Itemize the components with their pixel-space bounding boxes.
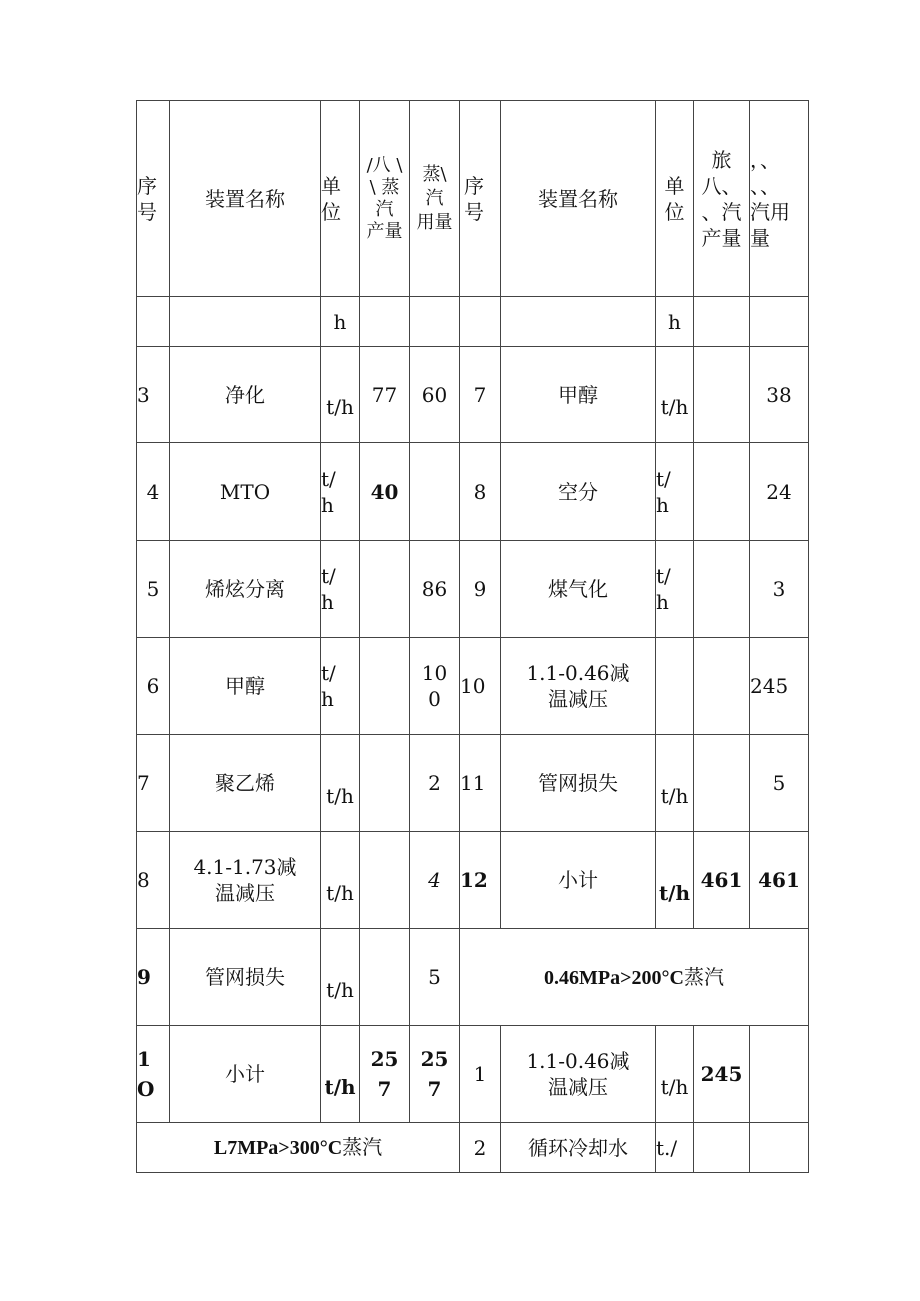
- unit-cell-2: t./: [656, 1123, 694, 1173]
- name-cell: 管网损失: [170, 929, 321, 1026]
- cell-empty: [137, 297, 170, 347]
- name-cell: MTO: [170, 443, 321, 541]
- table-row: [137, 735, 809, 832]
- name-cell: 烯炫分离: [170, 541, 321, 638]
- name-cell-2: 小计: [501, 832, 656, 929]
- header-steam-usage-2: ，、 、、 汽用 量: [750, 101, 809, 297]
- usage-cell: 25 7: [410, 1026, 460, 1123]
- seq-cell-2: 9: [460, 541, 501, 638]
- name-cell-2: 甲醇: [501, 347, 656, 443]
- production-cell: 40: [360, 443, 410, 541]
- production-cell: [360, 541, 410, 638]
- header-name-2: 装置名称: [501, 101, 656, 297]
- production-cell-2: [694, 638, 750, 735]
- seq-cell-2: 11: [460, 735, 501, 832]
- header-seq-2: 序 号: [460, 101, 501, 297]
- usage-cell-2: 24: [750, 443, 809, 541]
- table-row: [137, 929, 809, 1026]
- seq-cell-2: 1: [460, 1026, 501, 1123]
- seq-cell: 1 O: [137, 1026, 170, 1123]
- usage-cell: [410, 443, 460, 541]
- usage-cell: 86: [410, 541, 460, 638]
- unit-cell-2: t/h: [656, 347, 694, 443]
- table-row: [137, 638, 809, 735]
- unit-cell: t/h: [321, 347, 360, 443]
- unit-cell-2: t/h: [656, 832, 694, 929]
- section-header-17mpa: [137, 1123, 460, 1173]
- seq-cell: 4: [137, 443, 170, 541]
- header-name: 装置名称: [170, 101, 321, 297]
- section-header-046mpa: [460, 929, 809, 1026]
- table-row: [137, 443, 809, 541]
- production-cell-2: [694, 443, 750, 541]
- name-cell: 小计: [170, 1026, 321, 1123]
- seq-cell: 8: [137, 832, 170, 929]
- section-header-text: 蒸汽: [342, 1135, 383, 1159]
- section-header-text: 蒸汽: [683, 964, 724, 989]
- header-unit: 单 位: [321, 101, 360, 297]
- unit-cell: t/h: [321, 1026, 360, 1123]
- usage-cell-2: 5: [750, 735, 809, 832]
- seq-cell-2: 8: [460, 443, 501, 541]
- unit-cell-2: t/h: [656, 735, 694, 832]
- cell-empty: [170, 297, 321, 347]
- seq-cell-2: 12: [460, 832, 501, 929]
- production-cell: [360, 735, 410, 832]
- usage-cell-2: [750, 1026, 809, 1123]
- unit-cell: h: [321, 297, 360, 347]
- production-cell-2: [694, 541, 750, 638]
- name-cell-2: 空分: [501, 443, 656, 541]
- usage-cell: 5: [410, 929, 460, 1026]
- name-cell-2: 管网损失: [501, 735, 656, 832]
- unit-cell: t/ h: [321, 541, 360, 638]
- name-cell: 甲醇: [170, 638, 321, 735]
- cell-empty: [501, 297, 656, 347]
- seq-cell-2: 10: [460, 638, 501, 735]
- unit-row: [137, 297, 809, 347]
- production-cell-2: 245: [694, 1026, 750, 1123]
- seq-cell: 5: [137, 541, 170, 638]
- seq-cell-2: 2: [460, 1123, 501, 1173]
- seq-cell: 9: [137, 929, 170, 1026]
- steam-balance-table: [136, 100, 809, 1173]
- name-cell-2: 1.1-0.46减 温减压: [501, 1026, 656, 1123]
- production-cell-2: 461: [694, 832, 750, 929]
- usage-cell-2: [750, 1123, 809, 1173]
- cell-empty: [694, 297, 750, 347]
- usage-cell: 4: [410, 832, 460, 929]
- table-row: [137, 1026, 809, 1123]
- production-cell-2: [694, 347, 750, 443]
- table-row: [137, 1123, 809, 1173]
- section-header-bold: L7MPa>300°C: [213, 1137, 343, 1159]
- header-steam-usage: 蒸\ 汽 用量: [410, 101, 460, 297]
- cell-empty: [750, 297, 809, 347]
- header-steam-production: /八 \ \ 蒸 汽 产量: [360, 101, 410, 297]
- seq-cell: 3: [137, 347, 170, 443]
- section-header-bold: 0.46MPa>200°C: [544, 966, 684, 989]
- unit-cell-2: t/ h: [656, 541, 694, 638]
- production-cell: 25 7: [360, 1026, 410, 1123]
- header-steam-production-2: 旅 八、 、汽 产量: [694, 101, 750, 297]
- table-row: [137, 541, 809, 638]
- name-cell-2: 循环冷却水: [501, 1123, 656, 1173]
- cell-empty: [410, 297, 460, 347]
- usage-cell-2: 3: [750, 541, 809, 638]
- usage-cell-2: 461: [750, 832, 809, 929]
- unit-cell-2: h: [656, 297, 694, 347]
- seq-cell: 6: [137, 638, 170, 735]
- production-cell: 77: [360, 347, 410, 443]
- unit-cell: t/ h: [321, 638, 360, 735]
- unit-cell-2: t/ h: [656, 443, 694, 541]
- unit-cell-2: t/h: [656, 1026, 694, 1123]
- usage-cell-2: 38: [750, 347, 809, 443]
- unit-cell: t/ h: [321, 443, 360, 541]
- unit-cell: t/h: [321, 929, 360, 1026]
- header-row: [137, 101, 809, 297]
- name-cell-2: 1.1-0.46减 温减压: [501, 638, 656, 735]
- unit-cell: t/h: [321, 832, 360, 929]
- usage-cell-2: 245: [750, 638, 809, 735]
- name-cell: 聚乙烯: [170, 735, 321, 832]
- usage-cell: 60: [410, 347, 460, 443]
- unit-cell: t/h: [321, 735, 360, 832]
- usage-cell: 10 0: [410, 638, 460, 735]
- header-unit-2: 单 位: [656, 101, 694, 297]
- production-cell: [360, 832, 410, 929]
- unit-cell-2: [656, 638, 694, 735]
- name-cell-2: 煤气化: [501, 541, 656, 638]
- table-row: [137, 832, 809, 929]
- table-row: [137, 347, 809, 443]
- header-seq: 序 号: [137, 101, 170, 297]
- production-cell-2: [694, 1123, 750, 1173]
- usage-cell: 2: [410, 735, 460, 832]
- cell-empty: [360, 297, 410, 347]
- production-cell: [360, 638, 410, 735]
- name-cell: 4.1-1.73减 温减压: [170, 832, 321, 929]
- production-cell-2: [694, 735, 750, 832]
- cell-empty: [460, 297, 501, 347]
- name-cell: 净化: [170, 347, 321, 443]
- seq-cell: 7: [137, 735, 170, 832]
- production-cell: [360, 929, 410, 1026]
- seq-cell-2: 7: [460, 347, 501, 443]
